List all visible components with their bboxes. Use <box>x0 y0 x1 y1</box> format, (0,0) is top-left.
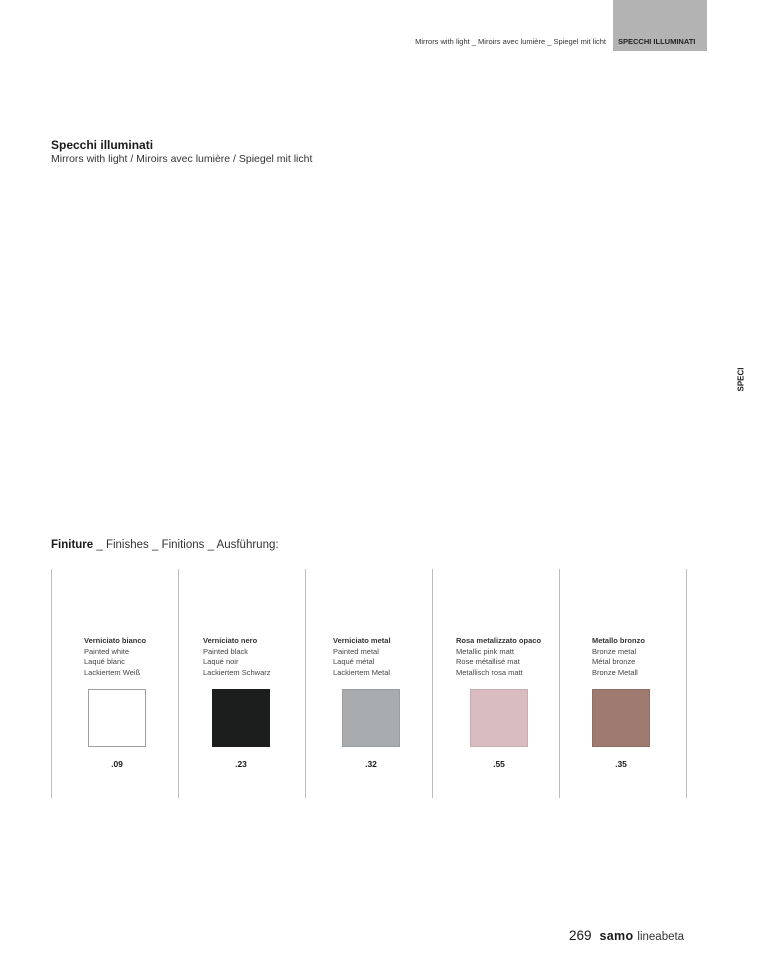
finish-column <box>178 569 305 798</box>
side-index-text: SPECI <box>736 367 746 392</box>
finish-code: .35 <box>615 759 627 769</box>
finish-swatch-bronze <box>592 689 650 747</box>
brand-logo-lineabeta: lineabeta <box>637 931 685 943</box>
finish-name: Verniciato metal <box>333 636 391 645</box>
finish-name-en: Painted black <box>203 646 249 656</box>
finish-description <box>333 636 391 678</box>
finish-name: Metallo bronzo <box>592 636 645 645</box>
finishes-heading-bold: Finiture <box>51 539 94 551</box>
finish-name: Verniciato bianco <box>84 636 147 645</box>
section-subtitle: Mirrors with light / Miroirs avec lumière / Spiegel mit licht <box>51 153 313 165</box>
finish-name-fr: Laqué noir <box>203 657 239 666</box>
finish-column <box>305 569 432 798</box>
section-tab-label: SPECCHI ILLUMINATI <box>618 37 696 46</box>
finish-name-de: Bronze Metall <box>592 667 638 677</box>
finish-name-de: Lackiertem Metal <box>333 667 391 677</box>
side-index-label <box>734 367 748 397</box>
finish-name-en: Bronze metal <box>592 646 637 656</box>
finish-code: .32 <box>365 759 377 769</box>
finishes-grid <box>51 569 687 798</box>
finish-swatch-black <box>212 689 270 747</box>
finish-description <box>456 636 541 678</box>
finish-name-de: Lackiertem Weiß <box>84 667 141 677</box>
finish-code: .09 <box>111 759 123 769</box>
finish-name-fr: Rose métallisé mat <box>456 657 520 666</box>
finish-description <box>592 636 645 678</box>
finish-name-de: Metallisch rosa matt <box>456 667 523 677</box>
footer <box>569 928 684 943</box>
finish-description <box>84 636 146 678</box>
finish-column <box>432 569 559 798</box>
finish-name: Rosa metalizzato opaco <box>456 636 542 645</box>
finish-name-fr: Laqué métal <box>333 657 375 666</box>
finish-description <box>203 636 271 678</box>
finish-name-en: Painted white <box>84 646 130 656</box>
finish-name-en: Metallic pink matt <box>456 646 514 656</box>
finish-name-de: Lackiertem Schwarz <box>203 667 271 677</box>
page-number: 269 <box>569 928 592 943</box>
finishes-heading-translations: _ Finishes _ Finitions _ Ausführung: <box>93 539 279 551</box>
finish-column <box>51 569 178 798</box>
finish-name-fr: Laqué blanc <box>84 657 125 666</box>
brand-logo-samo: samo <box>599 929 634 943</box>
finishes-heading <box>51 539 279 551</box>
finish-name-en: Painted metal <box>333 646 379 656</box>
finish-code: .55 <box>493 759 505 769</box>
finish-swatch-pink <box>470 689 528 747</box>
section-title: Specchi illuminati <box>51 138 154 152</box>
finish-name-fr: Métal bronze <box>592 657 636 666</box>
finish-code: .23 <box>235 759 247 769</box>
section-tab <box>613 0 707 51</box>
finish-column <box>559 569 687 798</box>
finish-swatch-white <box>88 689 146 747</box>
finish-name: Verniciato nero <box>203 636 258 645</box>
finish-swatch-metal <box>342 689 400 747</box>
header-breadcrumb: Mirrors with light _ Miroirs avec lumière _ Spiegel mit licht <box>415 37 606 46</box>
